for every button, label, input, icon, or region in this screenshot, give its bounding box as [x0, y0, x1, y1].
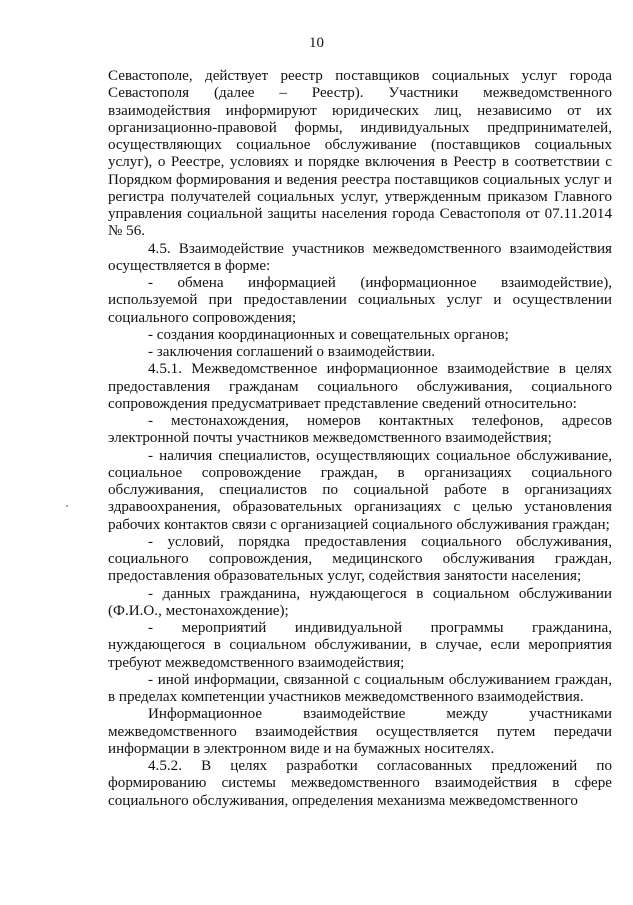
- list-item-contacts: - местонахождения, номеров контактных телефонов, адресов электронной почты участников межведомственного взаимодействия;: [108, 413, 612, 447]
- list-item-conditions: - условий, порядка предоставления социального обслуживания, социального сопровождения, медицинского обслуживания граждан, предоставления образовательных услуг, содействия занятости населения;: [108, 533, 612, 585]
- list-item-other-information: - иной информации, связанной с социальным обслуживанием граждан, в пределах компетенции участников межведомственного взаимодействия.: [108, 671, 612, 705]
- list-item-agreements: - заключения соглашений о взаимодействии.: [148, 344, 436, 360]
- list-item-program-activities: - мероприятий индивидуальной программы гражданина, нуждающегося в социальном обслуживании, в случае, если мероприятия требуют межведомственного взаимодействия;: [108, 620, 612, 671]
- document-body: [108, 68, 612, 810]
- paragraph-4-5-2: 4.5.2. В целях разработки согласованных предложений по формированию системы межведомственного взаимодействия в сфере социального обслуживания, определения механизма межведомственного: [108, 758, 612, 809]
- scan-artifact-dot: [66, 505, 68, 507]
- paragraph-4-5-1: 4.5.1. Межведомственное информационное взаимодействие в целях предоставления гражданам социального обслуживания, социального сопровождения предусматривает представление сведений относительно:: [108, 361, 612, 412]
- list-item-information-exchange: - обмена информацией (информационное взаимодействие), используемой при предоставлении социальных услуг и осуществлении социального сопровождения;: [108, 275, 612, 326]
- page-number: 10: [309, 35, 324, 51]
- list-item-coordination-bodies: - создания координационных и совещательных органов;: [148, 326, 509, 343]
- list-item-specialists: - наличия специалистов, осуществляющих социальное обслуживание, социальное сопровождение граждан, в организациях социального обслуживания, специалистов по социальной работе в организациях здравоохранения, образовательных организациях с целью установления рабочих контактов связи с организацией социального обслуживания граждан;: [108, 447, 612, 533]
- list-item-citizen-data: - данных гражданина, нуждающегося в социальном обслуживании (Ф.И.О., местонахождение);: [108, 585, 612, 619]
- paragraph-4-5: 4.5. Взаимодействие участников межведомственного взаимодействия осуществляется в форме:: [108, 240, 612, 274]
- paragraph-registry-info: Севастополе, действует реестр поставщиков социальных услуг города Севастополя (далее – Реестр). Участники межведомственного взаимодействия информируют юридических лиц, независимо от их организационно-правовой формы, индивидуальных предпринимателей, осуществляющих социальное обслуживание (поставщиков социальных услуг), о Реестре, условиях и порядке включения в Реестр в соответствии с Порядком формирования и ведения реестра поставщиков социальных услуг и регистра получателей социальных услуг, утвержденным приказом Главного управления социальной защиты населения города Севастополя от 07.11.2014 № 56.: [108, 68, 612, 240]
- paragraph-information-transfer: Информационное взаимодействие между участниками межведомственного взаимодействия осуществляется путем передачи информации в электронном виде и на бумажных носителях.: [108, 706, 612, 757]
